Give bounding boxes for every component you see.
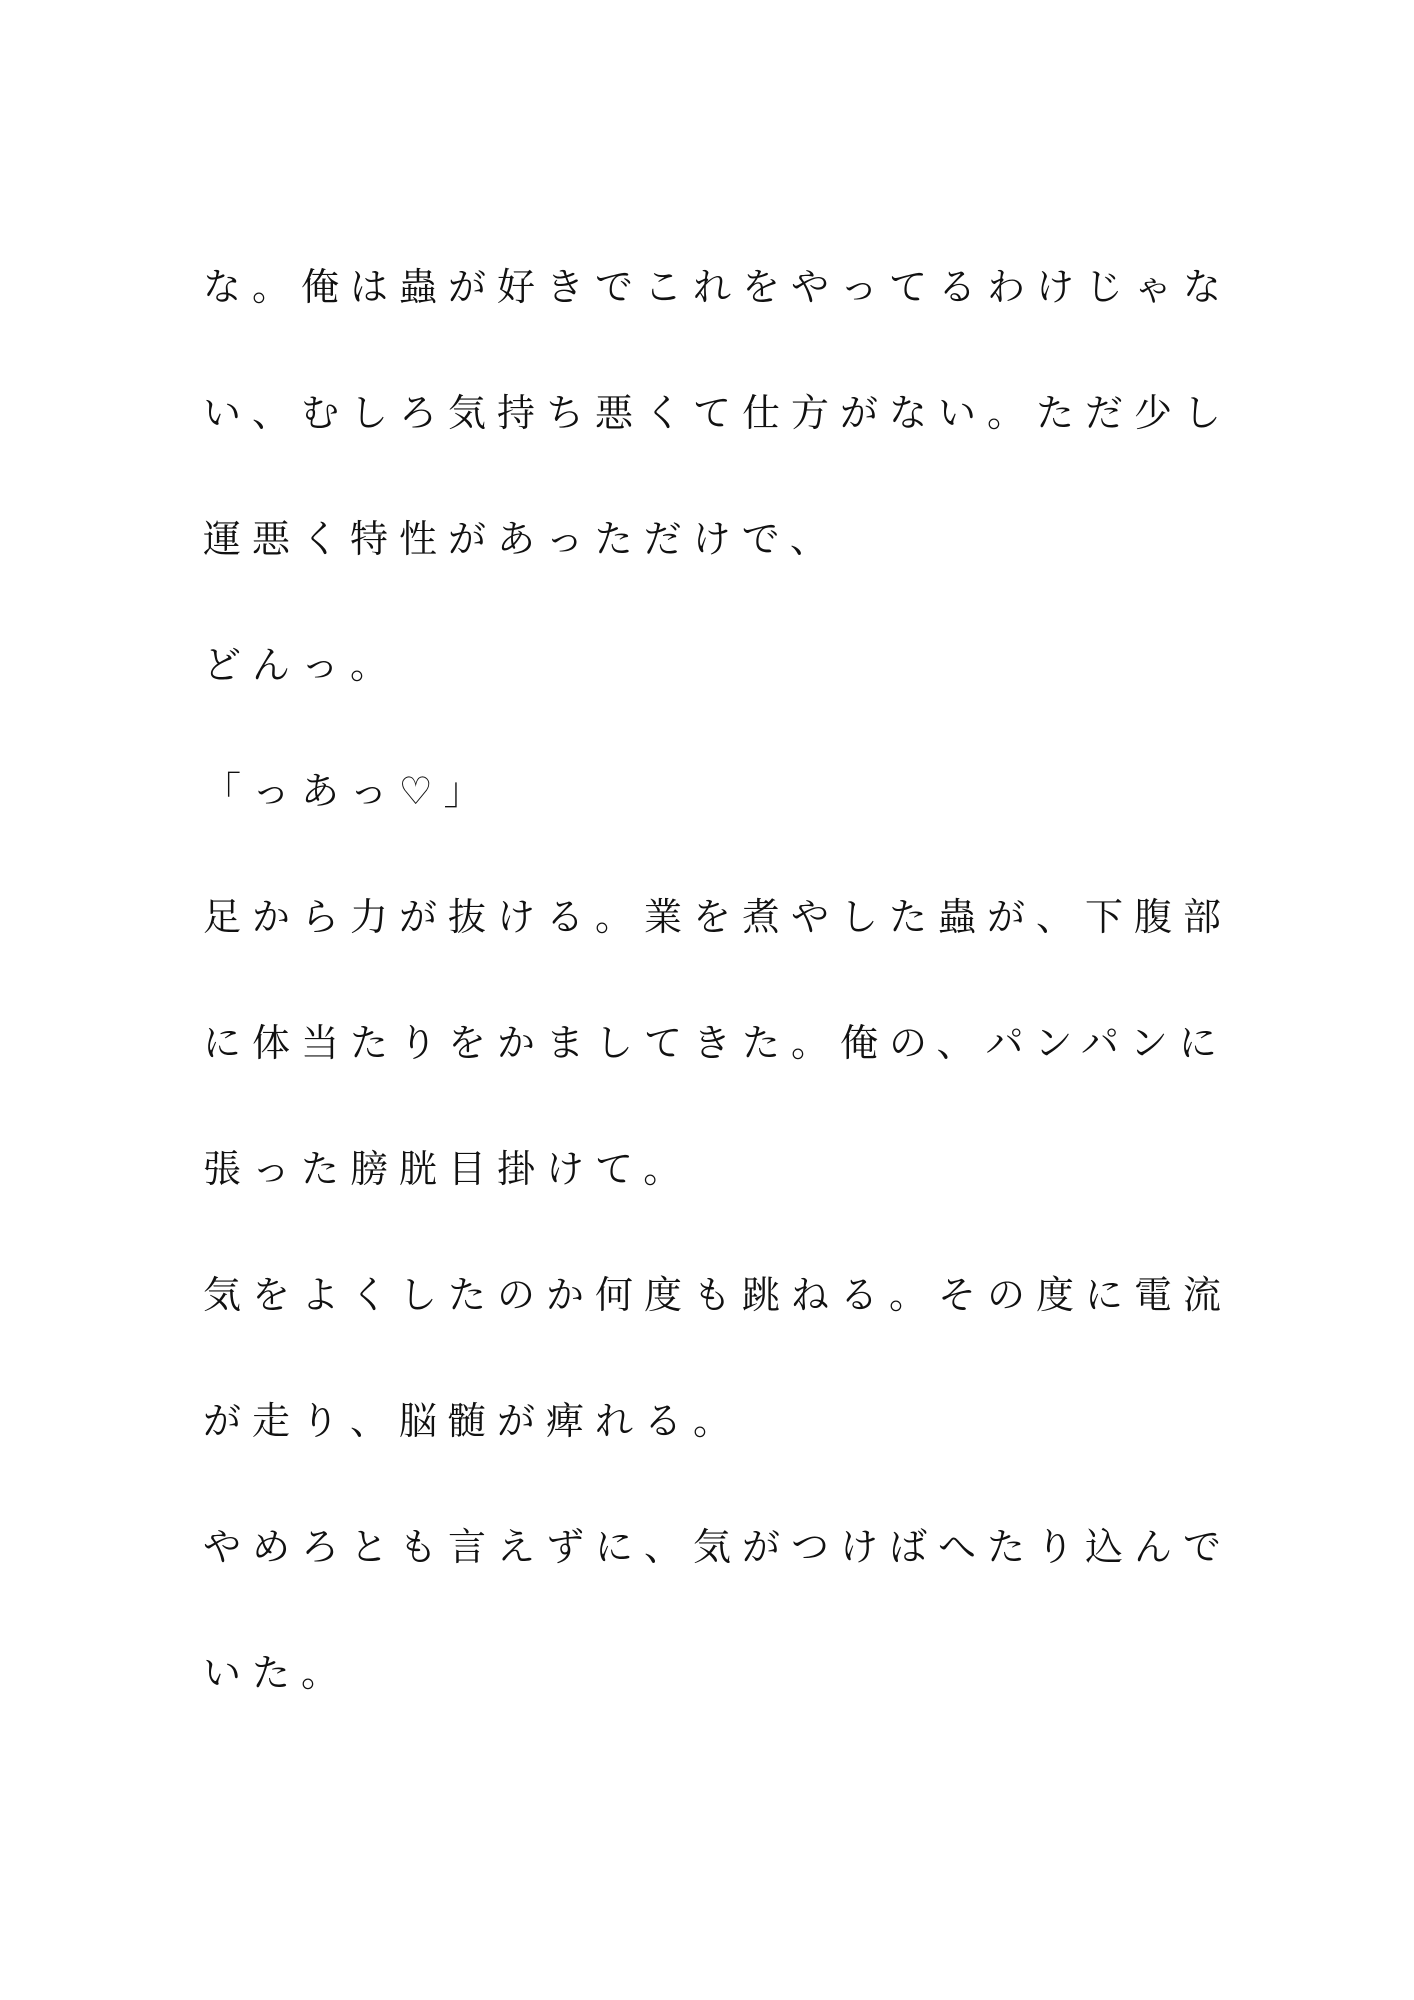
text-line: いた。 bbox=[203, 1651, 351, 1695]
text-line: 運悪く特性があっただけで、 bbox=[203, 517, 839, 561]
body-text bbox=[203, 265, 1233, 1780]
text-line: な。俺は蟲が好きでこれをやってるわけじゃな bbox=[203, 265, 1233, 309]
text-line: 張った膀胱目掛けて。 bbox=[203, 1147, 693, 1191]
text-line: 足から力が抜ける。業を煮やした蟲が、下腹部 bbox=[203, 895, 1233, 939]
text-line: が走り、脳髄が痺れる。 bbox=[203, 1399, 743, 1443]
text-line: やめろとも言えずに、気がつけばへたり込んで bbox=[203, 1525, 1233, 1569]
text-line: い、むしろ気持ち悪くて仕方がない。ただ少し bbox=[203, 391, 1233, 435]
text-line: に体当たりをかましてきた。俺の、パンパンに bbox=[203, 1021, 1228, 1065]
text-line: 「っあっ♡」 bbox=[203, 769, 493, 813]
text-line: どんっ。 bbox=[203, 643, 400, 687]
text-line: 気をよくしたのか何度も跳ねる。その度に電流 bbox=[203, 1273, 1233, 1317]
